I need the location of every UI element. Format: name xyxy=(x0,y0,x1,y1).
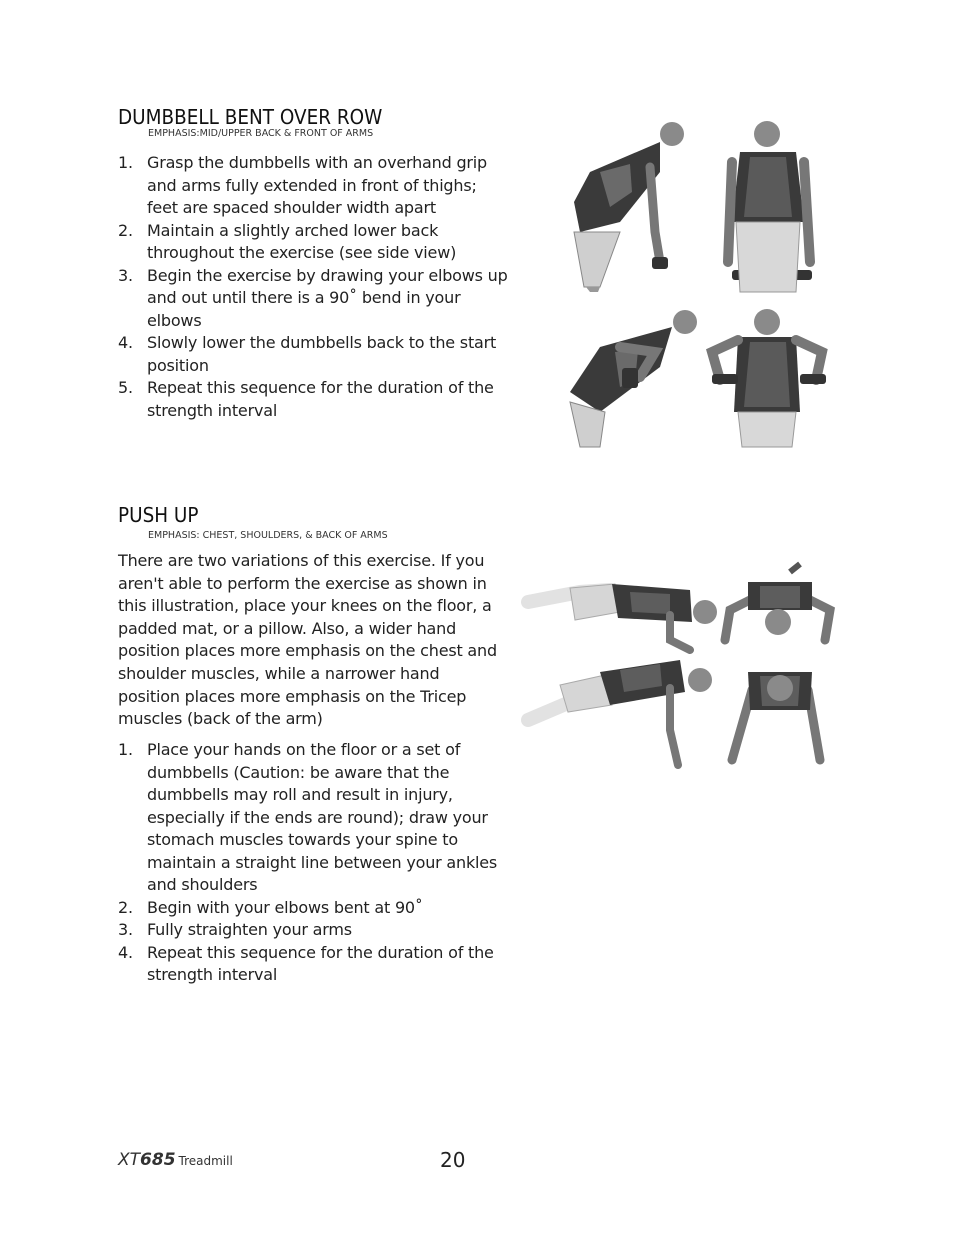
figure-front-up xyxy=(728,121,812,292)
page-number: 20 xyxy=(440,1148,466,1172)
list-item: 4. Slowly lower the dumbbells back to the start position xyxy=(118,333,497,375)
list-item: 2. Begin with your elbows bent at 90˚ xyxy=(118,897,423,917)
section-emphasis-dumbbell-row: EMPHASIS:MID/UPPER BACK & FRONT OF ARMS xyxy=(148,128,374,139)
dumbbell-row-steps xyxy=(118,152,508,422)
push-up-photo xyxy=(520,560,840,775)
list-item: 2. Maintain a slightly arched lower back throughout the exercise (see side view) xyxy=(118,220,457,262)
list-item: 3. Fully straighten your arms xyxy=(118,920,352,939)
figure-pushup-side-up xyxy=(528,660,712,765)
figure-pushup-side-down xyxy=(528,584,717,650)
list-item: 1. Grasp the dumbbells with an overhand grip and arms fully extended in front of thighs; feet are spaced shoulder width apart xyxy=(118,153,487,217)
brand-product: Treadmill xyxy=(178,1154,233,1168)
list-item: 3. Begin the exercise by drawing your elbows up and out until there is a 90˚ bend in your elbows xyxy=(118,265,508,330)
section-title-push-up: PUSH UP xyxy=(118,503,199,527)
push-up-steps xyxy=(118,739,508,987)
push-up-intro: There are two variations of this exercise. If you aren't able to perform the exercise as shown in this illustration, place your knees on the floor, a padded mat, or a pillow. Also, a wider hand position places more emphasis on the chest and shoulder muscles, while a narrower hand position places more emphasis on the Tricep muscles (back of the arm) xyxy=(118,551,497,729)
section-title-dumbbell-row: DUMBBELL BENT OVER ROW xyxy=(118,105,383,129)
figure-side-up xyxy=(574,122,684,292)
figure-side-row xyxy=(570,310,697,447)
brand-model: 685 xyxy=(140,1150,176,1170)
list-item: 5. Repeat this sequence for the duration of the strength interval xyxy=(118,378,494,420)
list-item: 1. Place your hands on the floor or a set of dumbbells (Caution: be aware that the dumbbells may roll and result in injury, especially if the ends are round); draw your stomach muscles towards your spine to maintain a straight line between your ankles and shoulders xyxy=(118,740,498,894)
figure-pushup-front-up xyxy=(732,672,820,760)
footer-brand xyxy=(118,1150,233,1170)
brand-prefix: XT xyxy=(118,1150,141,1170)
section-emphasis-push-up: EMPHASIS: CHEST, SHOULDERS, & BACK OF ARMS xyxy=(148,530,388,541)
dumbbell-row-photo xyxy=(560,112,850,452)
figure-pushup-front-down xyxy=(725,564,830,640)
figure-front-row xyxy=(712,309,826,447)
list-item: 4. Repeat this sequence for the duration of the strength interval xyxy=(118,942,494,984)
